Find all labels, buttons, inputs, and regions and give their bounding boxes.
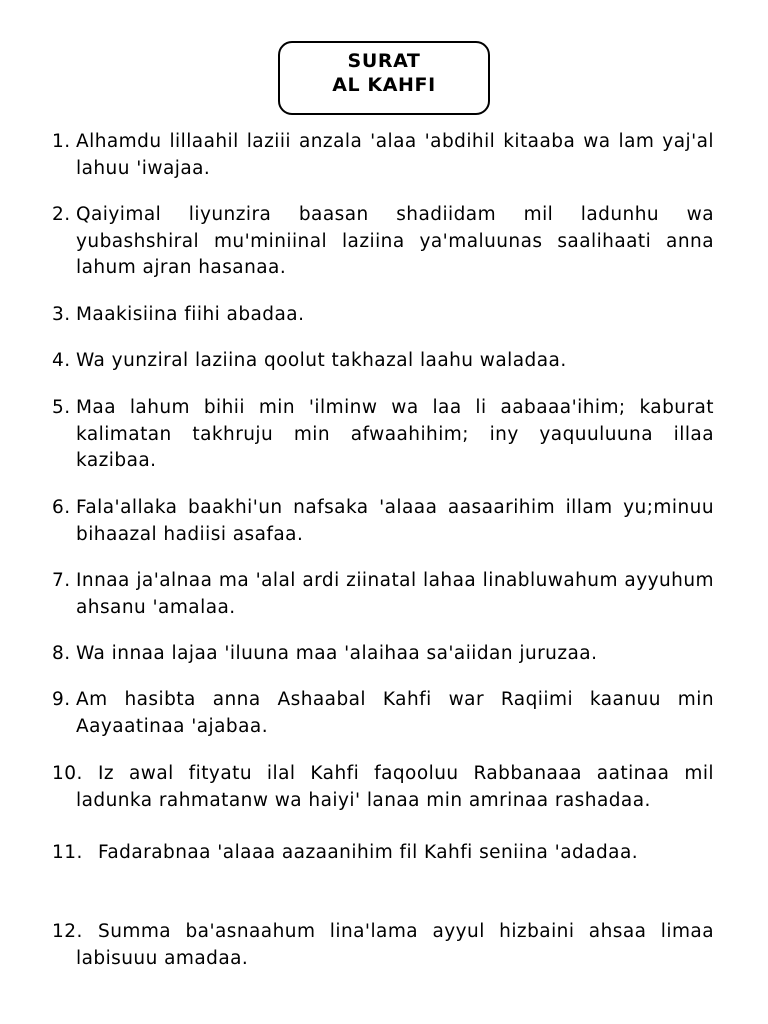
verse-text: Maakisiina fiihi abadaa. <box>76 304 305 325</box>
verse-5 <box>52 395 714 475</box>
verse-number: 7. <box>52 570 71 591</box>
verse-text: Alhamdu lillaahil laziii anzala 'alaa 'abdihil kitaaba wa lam yaj'al lahuu 'iwajaa. <box>76 131 714 179</box>
verse-text: Fadarabnaa 'alaaa aazaanihim fil Kahfi seniina 'adadaa. <box>98 842 639 863</box>
verse-text: Wa innaa lajaa 'iluuna maa 'alaihaa sa'aiidan juruzaa. <box>76 643 598 664</box>
verse-number: 6. <box>52 497 71 518</box>
surah-title-line-1: SURAT <box>347 50 421 72</box>
verse-text: Wa yunziral laziina qoolut takhazal laahu waladaa. <box>76 350 567 371</box>
verse-number: 9. <box>52 689 71 710</box>
verse-4 <box>52 348 714 375</box>
verse-number: 5. <box>52 397 71 418</box>
verse-number: 11. <box>52 842 83 863</box>
verse-number: 10. <box>52 763 83 784</box>
verse-7 <box>52 568 714 621</box>
verse-6 <box>52 495 714 548</box>
surah-title-box <box>278 41 490 115</box>
verse-text: Maa lahum bihii min 'ilminw wa laa li aabaaa'ihim; kaburat kalimatan takhruju min afwaahihim; iny yaquuluuna illaa kazibaa. <box>76 397 714 471</box>
verse-3 <box>52 302 714 329</box>
verse-8 <box>52 641 714 668</box>
verse-11 <box>52 840 714 867</box>
verse-text: Innaa ja'alnaa ma 'alal ardi ziinatal lahaa linabluwahum ayyuhum ahsanu 'amalaa. <box>76 570 714 618</box>
verse-number: 2. <box>52 204 71 225</box>
verse-number: 4. <box>52 350 71 371</box>
verse-12 <box>52 919 714 972</box>
verse-9 <box>52 687 714 740</box>
verse-number: 12. <box>52 921 83 942</box>
verse-2 <box>52 202 714 282</box>
verse-text: Summa ba'asnaahum lina'lama ayyul hizbaini ahsaa limaa labisuuu amadaa. <box>76 921 714 969</box>
verse-text: Am hasibta anna Ashaabal Kahfi war Raqiimi kaanuu min Aayaatinaa 'ajabaa. <box>76 689 714 737</box>
verse-number: 3. <box>52 304 71 325</box>
verse-text: Iz awal fityatu ilal Kahfi faqooluu Rabbanaaa aatinaa mil ladunka rahmatanw wa haiyi' lanaa min amrinaa rashadaa. <box>76 763 714 811</box>
verse-number: 1. <box>52 131 71 152</box>
verse-1 <box>52 129 714 182</box>
surah-title-line-2: AL KAHFI <box>332 74 436 96</box>
verse-10 <box>52 761 714 814</box>
verse-number: 8. <box>52 643 71 664</box>
verse-text: Fala'allaka baakhi'un nafsaka 'alaaa aasaarihim illam yu;minuu bihaazal hadiisi asafaa. <box>76 497 714 545</box>
verse-text: Qaiyimal liyunzira baasan shadiidam mil ladunhu wa yubashshiral mu'miniinal laziina ya'maluunas saalihaati anna lahum ajran hasanaa. <box>76 204 714 278</box>
